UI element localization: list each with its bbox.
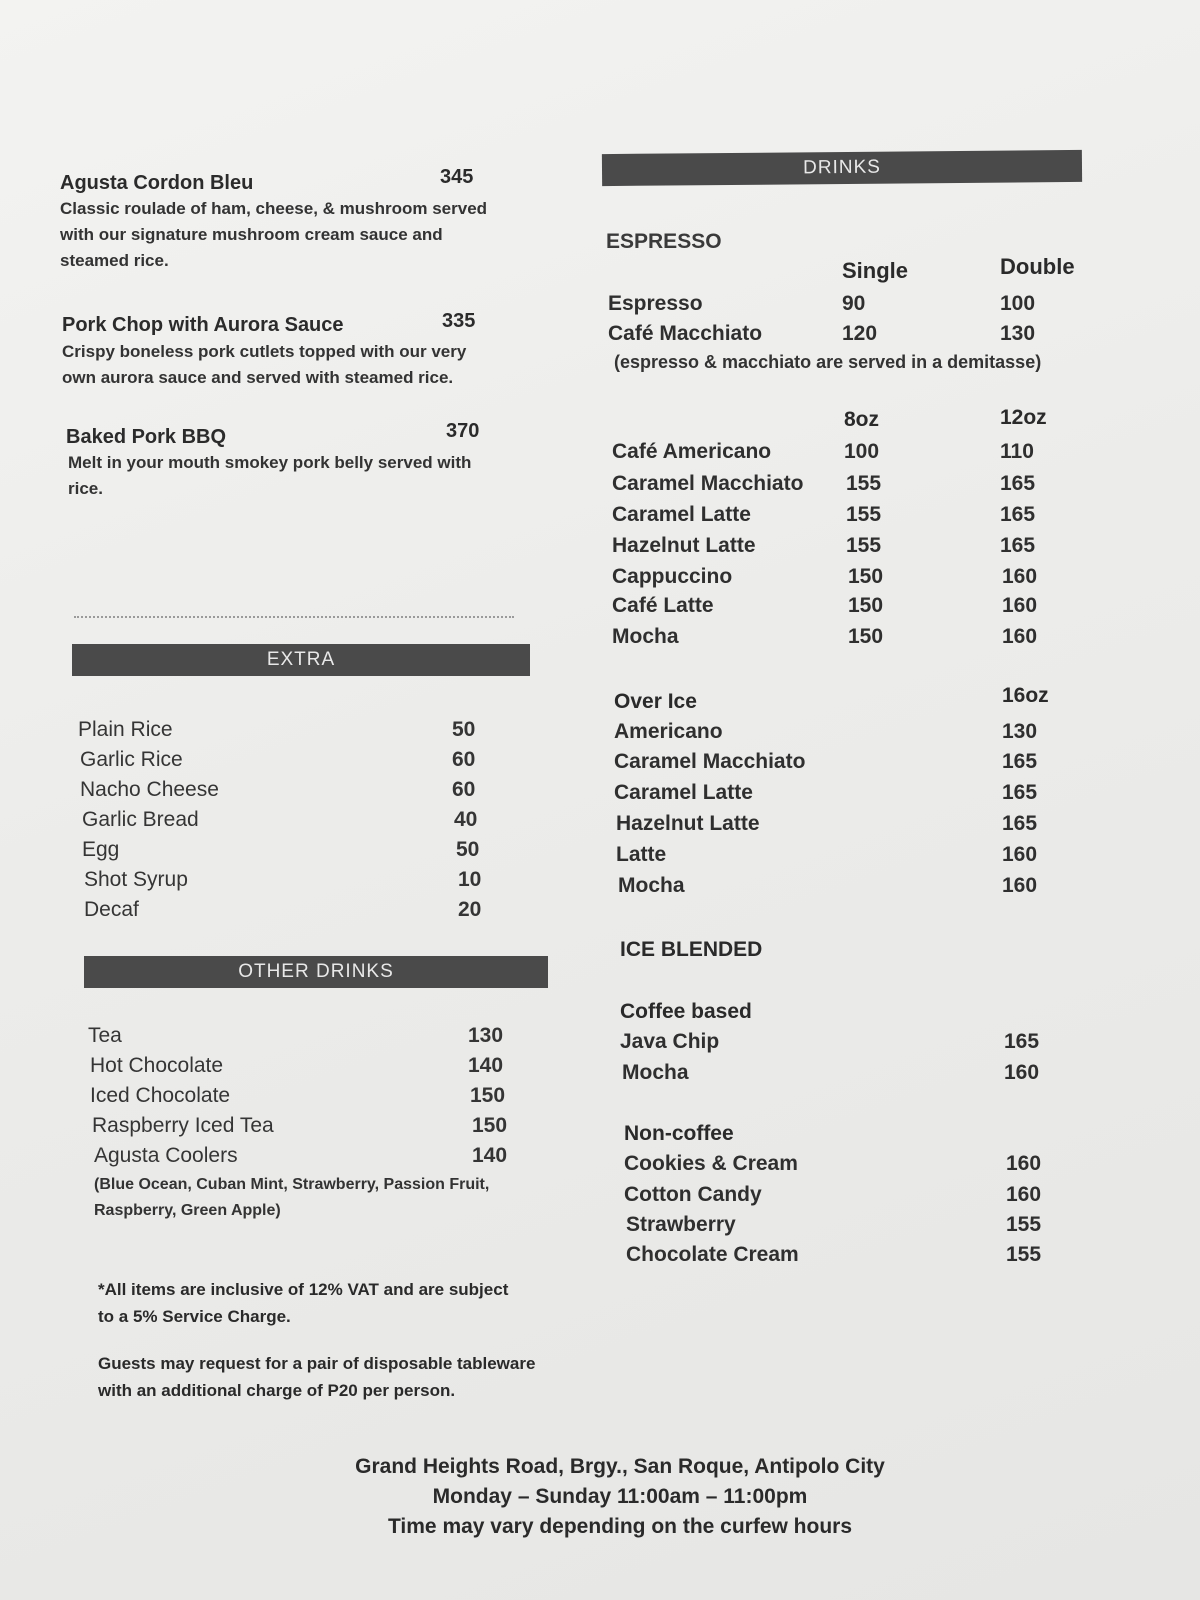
ice-blended-title: ICE BLENDED: [620, 938, 763, 961]
list-item: Decaf 20: [84, 898, 482, 921]
list-item: Mocha 150 160: [612, 625, 1038, 648]
list-item: Tea 130: [88, 1024, 504, 1047]
list-item: Iced Chocolate 150: [90, 1084, 506, 1107]
list-item: Americano 130: [614, 720, 1038, 743]
tableware-note: Guests may request for a pair of disposable tableware with an additional charge of P20 per person.: [98, 1354, 536, 1400]
item-description: Classic roulade of ham, cheese, & mushroom served with our signature mushroom cream sauce and steamed rice.: [60, 199, 488, 270]
item-name: Pork Chop with Aurora Sauce: [62, 314, 344, 336]
col-header-8oz: 8oz: [844, 408, 880, 431]
list-item: Caramel Macchiato 155 165: [612, 472, 1036, 495]
list-item: Nacho Cheese 60: [80, 778, 476, 801]
list-item: Java Chip 165: [620, 1030, 1040, 1053]
item-name: Agusta Cordon Bleu: [60, 172, 254, 194]
list-item: Raspberry Iced Tea 150: [92, 1114, 508, 1137]
list-item: Agusta Coolers 140: [94, 1144, 508, 1167]
list-item: Espresso 90 100: [608, 292, 1036, 315]
over-ice-title: Over Ice: [614, 690, 697, 713]
curfew-note: Time may vary depending on the curfew hours: [387, 1515, 853, 1538]
other-drinks-header: OTHER DRINKS: [84, 956, 548, 988]
list-item: Cappuccino 150 160: [612, 565, 1038, 588]
coffee-based-title: Coffee based: [620, 1000, 752, 1023]
list-item: Café Latte 150 160: [612, 594, 1038, 617]
item-price: 370: [446, 420, 480, 442]
item-price: 345: [440, 166, 474, 188]
list-item: Mocha 160: [618, 874, 1038, 897]
list-item: Caramel Latte 155 165: [612, 503, 1036, 526]
coolers-flavors: (Blue Ocean, Cuban Mint, Strawberry, Passion Fruit, Raspberry, Green Apple): [94, 1176, 490, 1219]
opening-hours: Monday – Sunday 11:00am – 11:00pm: [432, 1485, 808, 1508]
espresso-note: (espresso & macchiato are served in a demitasse): [614, 352, 1042, 372]
list-item: Latte 160: [616, 843, 1038, 866]
list-item: Hazelnut Latte 155 165: [612, 534, 1036, 557]
col-header-double: Double: [1000, 254, 1075, 279]
item-name: Baked Pork BBQ: [66, 426, 227, 448]
list-item: Cookies & Cream 160: [624, 1152, 1042, 1175]
item-price: 335: [442, 310, 476, 332]
list-item: Shot Syrup 10: [84, 868, 482, 891]
list-item: Café Americano 100 110: [612, 440, 1034, 463]
list-item: Cotton Candy 160: [624, 1183, 1042, 1206]
list-item: Mocha 160: [622, 1061, 1040, 1084]
espresso-title: ESPRESSO: [606, 230, 722, 253]
list-item: Plain Rice 50: [78, 718, 476, 741]
col-header-single: Single: [842, 258, 909, 283]
item-description: Crispy boneless pork cutlets topped with our very own aurora sauce and served with steamed rice.: [62, 342, 467, 387]
divider: [74, 616, 514, 618]
extra-header: EXTRA: [72, 644, 530, 676]
vat-note: *All items are inclusive of 12% VAT and are subject to a 5% Service Charge.: [98, 1280, 509, 1326]
list-item: Hot Chocolate 140: [90, 1054, 504, 1077]
address: Grand Heights Road, Brgy., San Roque, Antipolo City: [355, 1455, 885, 1478]
item-description: Melt in your mouth smokey pork belly served with rice.: [68, 453, 472, 498]
col-header-12oz: 12oz: [1000, 406, 1047, 429]
drinks-header: DRINKS: [602, 150, 1082, 186]
list-item: Egg 50: [82, 838, 480, 861]
list-item: Caramel Latte 165: [614, 781, 1038, 804]
footer: [250, 1452, 990, 1542]
list-item: Caramel Macchiato 165: [614, 750, 1038, 773]
list-item: Strawberry 155: [626, 1213, 1042, 1236]
list-item: Chocolate Cream 155: [626, 1243, 1042, 1266]
non-coffee-title: Non-coffee: [624, 1122, 734, 1145]
list-item: Garlic Bread 40: [82, 808, 478, 831]
list-item: Hazelnut Latte 165: [616, 812, 1038, 835]
col-header-16oz: 16oz: [1002, 684, 1049, 707]
list-item: Café Macchiato 120 130: [608, 322, 1036, 345]
list-item: Garlic Rice 60: [80, 748, 476, 771]
